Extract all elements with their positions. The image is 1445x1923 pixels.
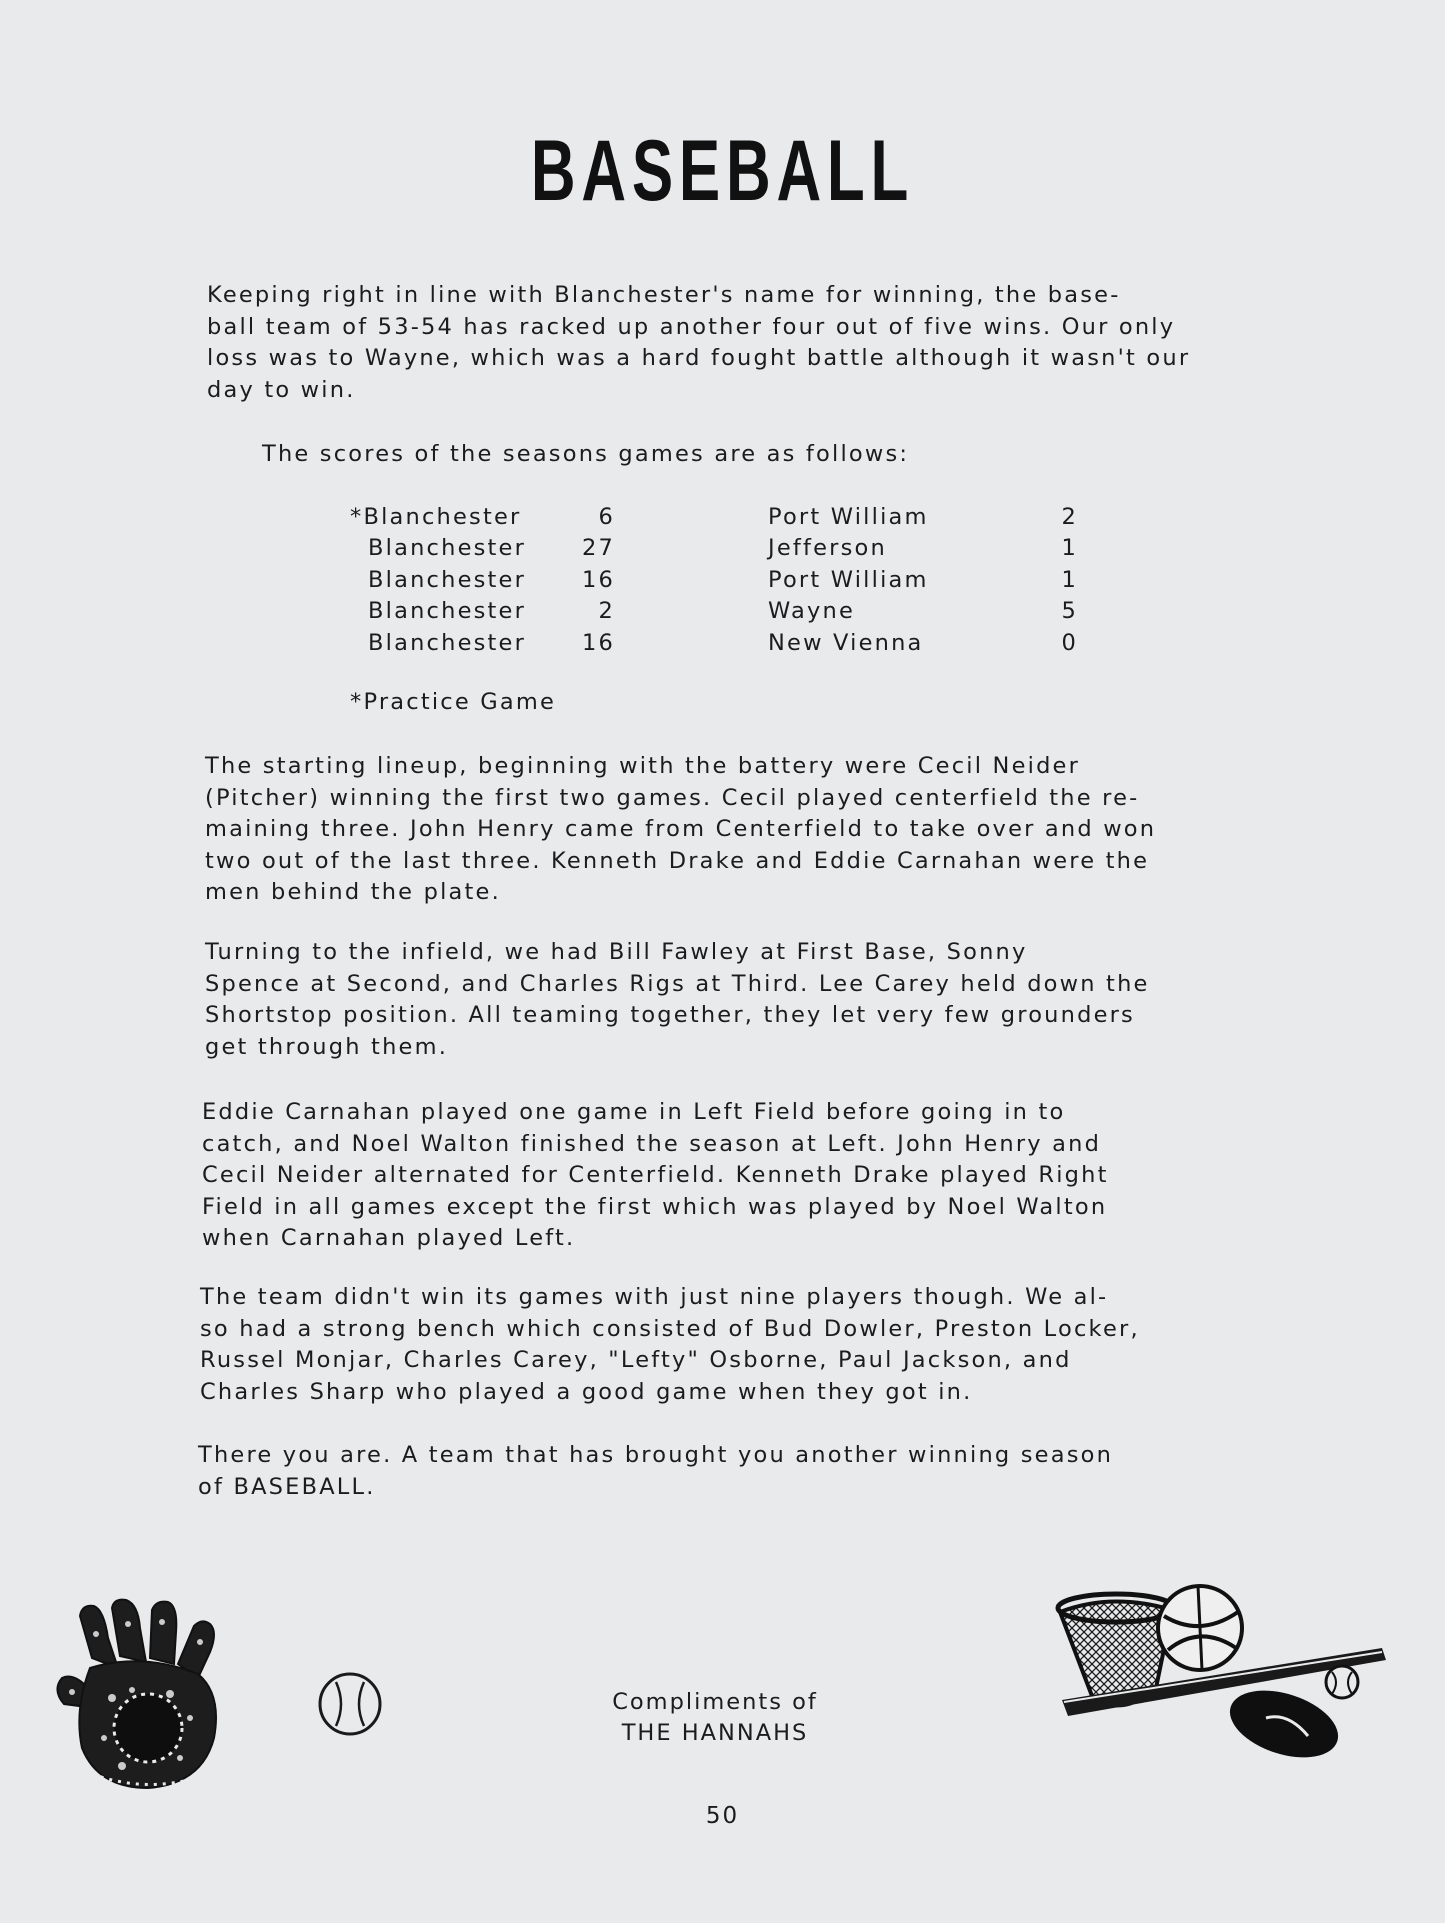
- intro-paragraph: Keeping right in line with Blanchester's name for winning, the base- ball team of 53-54 has racked up another four out of five wins. Our only loss was to Wayne, which was a hard fought battle although it wasn't our day to win.: [207, 282, 1191, 403]
- page-number: 50: [705, 1803, 740, 1829]
- baseball-icon: [316, 1670, 384, 1738]
- practice-game-footnote: *Practice Game: [350, 689, 557, 715]
- home-score: 27: [581, 535, 615, 562]
- page-title: BASEBALL: [530, 123, 915, 219]
- closing-paragraph: There you are. A team that has brought you another winning season of BASEBALL.: [198, 1442, 1114, 1500]
- compliments-line: Compliments of: [612, 1689, 818, 1715]
- away-score: 2: [1061, 504, 1078, 530]
- away-team: Port William: [768, 504, 929, 530]
- sports-equipment-icon: [1052, 1568, 1394, 1758]
- lineup-paragraph: The starting lineup, beginning with the battery were Cecil Neider (Pitcher) winning the first two games. Cecil played centerfield the re- maining three. John Henry came from Centerfield to take over and won two out of the last three. Kenneth Drake and Eddie Carnahan were the men behind the plate.: [205, 753, 1157, 905]
- home-team: Blanchester: [368, 629, 527, 656]
- home-team: *Blanchester: [350, 504, 522, 530]
- scores-intro-paragraph: The scores of the seasons games are as follows:: [262, 441, 910, 467]
- compliments-block: [560, 1687, 870, 1749]
- away-team: Wayne: [768, 598, 856, 625]
- home-team: Blanchester: [368, 535, 527, 562]
- home-score: 16: [581, 629, 615, 656]
- away-team: New Vienna: [768, 629, 924, 656]
- infield-paragraph: Turning to the infield, we had Bill Fawley at First Base, Sonny Spence at Second, and Charles Rigs at Third. Lee Carey held down the Shortstop position. All teaming together, they let very few grounders get through them.: [205, 939, 1150, 1060]
- away-score: 0: [1061, 629, 1078, 656]
- home-score: 2: [598, 598, 615, 625]
- away-score: 5: [1061, 598, 1078, 625]
- home-score: 6: [598, 504, 615, 530]
- away-score: 1: [1061, 535, 1078, 562]
- away-team: Jefferson: [768, 535, 887, 562]
- away-score: 1: [1061, 566, 1078, 593]
- bench-paragraph: The team didn't win its games with just nine players though. We al- so had a strong bench which consisted of Bud Dowler, Preston Locker, Russel Monjar, Charles Carey, "Lefty" Osborne, Paul Jackson, and Charles Sharp who played a good game when they got in.: [200, 1284, 1140, 1405]
- home-team: Blanchester: [368, 598, 527, 625]
- sponsor-name: THE HANNAHS: [621, 1720, 809, 1746]
- outfield-paragraph: Eddie Carnahan played one game in Left Field before going in to catch, and Noel Walton finished the season at Left. John Henry and Cecil Neider alternated for Centerfield. Kenneth Drake played Right Field in all games except the first which was played by Noel Walton when Carnahan played Left.: [202, 1099, 1109, 1251]
- home-team: Blanchester: [368, 566, 527, 593]
- home-score: 16: [581, 566, 615, 593]
- baseball-glove-icon: [52, 1598, 277, 1796]
- away-team: Port William: [768, 566, 929, 593]
